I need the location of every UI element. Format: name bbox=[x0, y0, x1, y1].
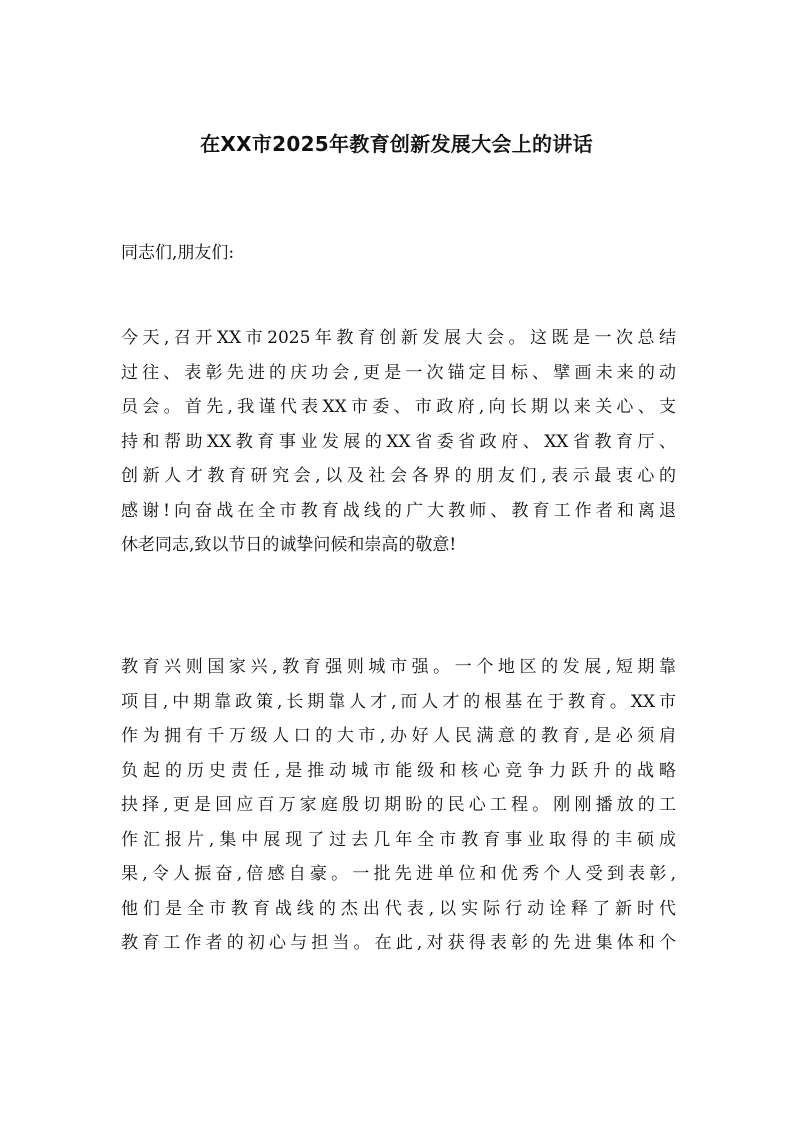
paragraph-line: 创新人才教育研究会,以及社会各界的朋友们,表示最衷心的 bbox=[121, 466, 676, 486]
paragraph-line: 休老同志,致以节日的诚挚问候和崇高的敬意! bbox=[121, 535, 457, 555]
paragraph-2 bbox=[121, 650, 676, 961]
paragraph-line: 他们是全市教育战线的杰出代表,以实际行动诠释了新时代 bbox=[121, 898, 676, 919]
paragraph-line: 教育工作者的初心与担当。在此,对获得表彰的先进集体和个 bbox=[121, 933, 676, 953]
paragraph-line: 今天,召开XX市2025年教育创新发展大会。这既是一次总结 bbox=[121, 328, 676, 348]
paragraph-line: 持和帮助XX教育事业发展的XX省委省政府、XX省教育厅、 bbox=[121, 431, 676, 452]
paragraph-line: 感谢!向奋战在全市教育战线的广大教师、教育工作者和离退 bbox=[121, 500, 676, 521]
paragraph-line: 抉择,更是回应百万家庭殷切期盼的民心工程。刚刚播放的工 bbox=[121, 795, 676, 815]
paragraph-line: 过往、表彰先进的庆功会,更是一次锚定目标、擘画未来的动 bbox=[121, 362, 676, 383]
greeting: 同志们,朋友们: bbox=[121, 243, 235, 263]
paragraph-line: 负起的历史责任,是推动城市能级和核心竞争力跃升的战略 bbox=[121, 760, 676, 781]
speech-title: 在XX市2025年教育创新发展大会上的讲话 bbox=[200, 132, 593, 156]
paragraph-line: 果,令人振奋,倍感自豪。一批先进单位和优秀个人受到表彰, bbox=[121, 864, 676, 884]
paragraph-line: 员会。首先,我谨代表XX市委、市政府,向长期以来关心、支 bbox=[121, 397, 676, 417]
paragraph-line: 作为拥有千万级人口的大市,办好人民满意的教育,是必须肩 bbox=[121, 726, 676, 746]
paragraph-line: 项目,中期靠政策,长期靠人才,而人才的根基在于教育。XX市 bbox=[121, 691, 676, 712]
paragraph-line: 教育兴则国家兴,教育强则城市强。一个地区的发展,短期靠 bbox=[121, 657, 676, 677]
paragraph-1 bbox=[121, 321, 676, 563]
paragraph-line: 作汇报片,集中展现了过去几年全市教育事业取得的丰硕成 bbox=[121, 829, 676, 850]
